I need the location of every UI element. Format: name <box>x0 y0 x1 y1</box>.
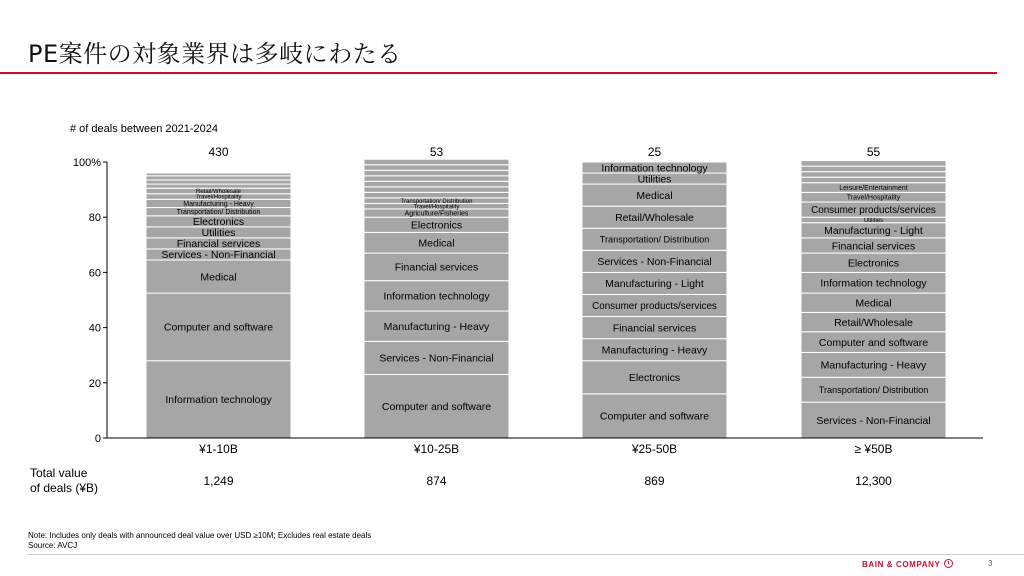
segment-label: Computer and software <box>381 401 492 414</box>
segment-label: Computer and software <box>599 410 710 423</box>
bar-count-label: 25 <box>647 145 662 159</box>
bar-segment <box>364 187 509 193</box>
segment-label: Manufacturing - Light <box>605 278 704 291</box>
segment-label: Medical <box>855 297 892 310</box>
segment-label: Manufacturing - Light <box>824 225 923 238</box>
segment-label: Utilities <box>201 227 236 240</box>
bar-segment <box>364 192 509 198</box>
segment-label: Financial services <box>394 261 479 274</box>
brand-logo <box>862 559 953 569</box>
segment-label: Computer and software <box>818 336 929 349</box>
segment-label: Transportation/ Distribution <box>400 198 473 205</box>
segment-label: Utilities <box>637 173 672 186</box>
segment-label: Retail/Wholesale <box>195 189 242 196</box>
segment-label: Manufacturing - Heavy <box>601 344 708 357</box>
bar-segment <box>364 165 509 171</box>
y-axis-label: # of deals between 2021-2024 <box>70 123 219 135</box>
segment-label: Manufacturing - Heavy <box>383 321 490 333</box>
y-tick-label: 20 <box>88 377 101 390</box>
y-tick-label: 80 <box>88 212 101 225</box>
bar-segment <box>146 184 291 188</box>
y-tick-label: 60 <box>88 267 101 280</box>
bar-segment <box>801 177 946 183</box>
note-text: Note: Includes only deals with announced deal value over USD ≥10M; Excludes real estate deals <box>28 531 372 540</box>
bar-count-label: 55 <box>866 145 881 159</box>
segment-label: Information technology <box>820 277 927 290</box>
bar-segment <box>364 159 509 165</box>
segment-label: Consumer products/services <box>811 205 936 217</box>
segment-label: Retail/Wholesale <box>615 211 694 224</box>
bar-segment <box>364 181 509 187</box>
segment-label: Financial services <box>176 238 261 251</box>
bar-count-label: 53 <box>429 145 444 159</box>
segment-label: Travel/Hospitality <box>195 194 242 201</box>
page-title: PE案件の対象業界は多岐にわたる <box>28 40 402 68</box>
segment-label: Services - Non-Financial <box>379 352 494 365</box>
source-text: Source: AVCJ <box>28 541 78 550</box>
segment-label: Financial services <box>831 240 916 253</box>
total-value: 874 <box>426 474 447 488</box>
segment-label: Electronics <box>628 372 681 385</box>
y-tick-label: 100% <box>72 157 101 169</box>
segment-label: Services - Non-Financial <box>161 249 276 262</box>
x-category-label: ¥10-25B <box>413 442 460 456</box>
brand-name: BAIN & COMPANY <box>862 560 941 569</box>
brand-mark-icon <box>944 559 953 568</box>
bar-segment <box>146 173 291 176</box>
segment-label: Retail/Wholesale <box>834 316 913 329</box>
total-value-row-label: of deals (¥B) <box>30 481 99 495</box>
bar-segment <box>146 180 291 184</box>
bar-segment <box>146 176 291 180</box>
segment-label: Services - Non-Financial <box>816 414 931 427</box>
total-value-row-label: Total value <box>30 466 88 480</box>
segment-label: Services - Non-Financial <box>597 256 712 269</box>
y-tick-label: 40 <box>88 322 101 335</box>
segment-label: Electronics <box>192 216 245 229</box>
segment-label: Medical <box>200 271 237 284</box>
x-category-label: ≥ ¥50B <box>854 442 893 456</box>
total-value: 1,249 <box>203 474 234 488</box>
footer-divider <box>28 554 1024 555</box>
segment-label: Medical <box>636 189 673 202</box>
page-number: 3 <box>988 559 993 568</box>
bar-segment <box>364 170 509 176</box>
segment-label: Computer and software <box>163 321 274 334</box>
segment-label: Information technology <box>383 290 490 303</box>
segment-label: Travel/Hospitality <box>413 204 460 211</box>
segment-label: Financial services <box>612 322 697 335</box>
footnote <box>28 531 371 551</box>
segment-label: Transportation/ Distribution <box>818 384 929 395</box>
segment-label: Information technology <box>165 394 272 407</box>
segment-label: Transportation/ Distribution <box>599 234 710 245</box>
segment-label: Manufacturing - Heavy <box>183 200 254 208</box>
y-tick-label: 0 <box>94 433 101 445</box>
segment-label: Manufacturing - Heavy <box>820 359 927 372</box>
segment-label: Leisure/Entertainment <box>839 185 908 193</box>
x-category-label: ¥25-50B <box>631 442 678 456</box>
segment-label: Agriculture/Fisheries <box>404 210 469 218</box>
bar-segment <box>801 166 946 172</box>
bar-segment <box>364 176 509 182</box>
segment-label: Travel/Hospitality <box>846 194 901 202</box>
bar-segment <box>801 172 946 178</box>
segment-label: Utilities <box>863 218 884 225</box>
segment-label: Medical <box>418 237 455 250</box>
segment-label: Electronics <box>410 219 463 232</box>
bar-count-label: 430 <box>208 145 229 159</box>
x-category-label: ¥1-10B <box>199 442 238 456</box>
segment-label: Information technology <box>601 162 708 175</box>
total-value: 12,300 <box>855 474 892 488</box>
segment-label: Electronics <box>847 257 900 270</box>
total-value: 869 <box>644 474 665 488</box>
bar-segment <box>801 161 946 167</box>
segment-label: Consumer products/services <box>592 301 717 313</box>
segment-label: Transportation/ Distribution <box>176 209 261 217</box>
